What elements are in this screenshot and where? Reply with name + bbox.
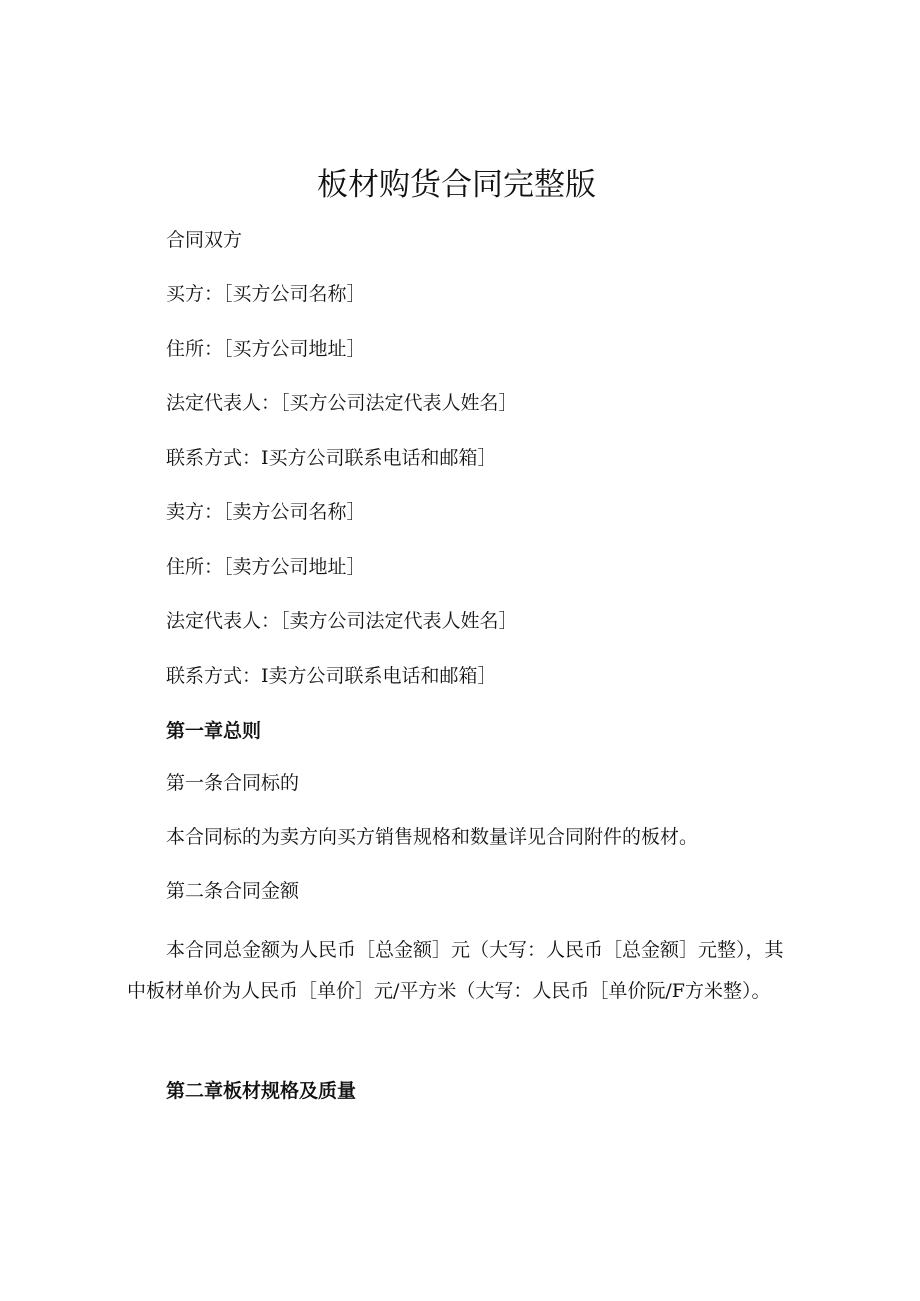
article-1-title: 第一条合同标的 <box>166 772 300 794</box>
seller-contact-line: 联系方式：I卖方公司联系电话和邮箱］ <box>166 665 497 687</box>
article-2-title: 第二条合同金额 <box>166 880 300 902</box>
buyer-representative-line: 法定代表人：［买方公司法定代表人姓名］ <box>166 392 518 414</box>
chapter-2-heading: 第二章板材规格及质量 <box>166 1080 357 1102</box>
chapter-1-heading: 第一章总则 <box>166 720 262 742</box>
article-1-text: 本合同标的为卖方向买方销售规格和数量详见合同附件的板材。 <box>166 826 699 848</box>
buyer-address-line: 住所：［买方公司地址］ <box>166 338 366 360</box>
parties-heading: 合同双方 <box>166 229 243 251</box>
document-title: 板材购货合同完整版 <box>317 167 596 203</box>
seller-representative-line: 法定代表人：［卖方公司法定代表人姓名］ <box>166 610 518 632</box>
article-2-text: 本合同总金额为人民币［总金额］元（大写：人民币［总金额］元整），其中板材单价为人民币［单价］元/平方米（大写：人民币［单价阮/F方米整）。 <box>127 939 784 1002</box>
buyer-name-line: 买方：［买方公司名称］ <box>166 283 366 305</box>
seller-address-line: 住所：［卖方公司地址］ <box>166 556 366 578</box>
seller-name-line: 卖方：［卖方公司名称］ <box>166 501 366 523</box>
buyer-contact-line: 联系方式：I买方公司联系电话和邮箱］ <box>166 447 497 469</box>
